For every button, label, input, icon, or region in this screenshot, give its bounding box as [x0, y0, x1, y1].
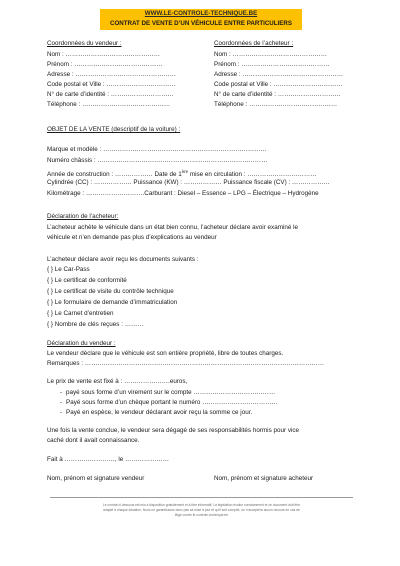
footer-line-2: adapté à chaque situation. Nous ne garantissons donc pas sa mise à jour et qu’il soit complet, on n’acceptera aucun recours en cas de	[103, 508, 300, 513]
place-date-line: Fait à ……………………, le …………………	[47, 456, 170, 463]
price-intro: Le prix de vente est fixé à : ………………….euros,	[47, 378, 188, 385]
document-title: CONTRAT DE VENTE D’UN VÉHICULE ENTRE PARTICULIERS	[110, 20, 292, 27]
documents-intro: L’acheteur déclare avoir reçu les documents suivants :	[47, 256, 199, 263]
document-item-keys[interactable]: { } Nombre de clés reçues : ………	[47, 321, 144, 328]
footer-line-3: litige contre le-controle-technique.be	[174, 513, 229, 518]
buyer-name-field: Nom : ………………………………………	[214, 51, 327, 58]
closing-text-1: Une fois la vente conclue, le vendeur sera dégagé de ses responsabilités hormis pour vice	[47, 427, 300, 434]
price-option-transfer[interactable]	[60, 389, 275, 397]
seller-city-field: Code postal et Ville : ……………………………	[47, 81, 176, 88]
buyer-declaration-text-2: véhicule et n’en demande pas plus d’explications au vendeur	[47, 234, 217, 241]
document-item-registration[interactable]: { } Le formulaire de demande d’immatriculation	[47, 299, 178, 306]
footer-divider	[50, 497, 353, 498]
buyer-declaration-title: Déclaration de l’acheteur:	[47, 213, 119, 220]
price-option-transfer-label: payé sous forme d’un virement sur le compte …………………………………	[66, 389, 276, 396]
seller-id-field: N° de carte d’identité : …………………………	[47, 91, 174, 98]
buyer-firstname-field: Prénom : ……………………………………	[214, 61, 330, 68]
seller-address-field: Adresse : …………………………………………	[47, 71, 177, 78]
price-option-cash[interactable]	[60, 409, 252, 417]
object-mileage-line: Kilométrage : ……………………….Carburant : Diesel – Essence – LPG – Électrique – Hydrogène	[47, 190, 319, 197]
document-header	[100, 9, 302, 30]
document-item-carpass[interactable]: { } Le Car-Pass	[47, 266, 90, 273]
ordinal-superscript: ère	[181, 169, 189, 174]
dash-bullet: -	[60, 389, 63, 396]
buyer-address-field: Adresse : …………………………………………	[214, 71, 344, 78]
seller-firstname-field: Prénom : ……………………………………	[47, 61, 163, 68]
buyer-signature-label: Nom, prénom et signature acheteur	[214, 475, 314, 482]
seller-phone-field: Téléphone : ……………………………………	[47, 101, 171, 108]
seller-block-title: Coordonnées du vendeur :	[47, 40, 122, 47]
dash-bullet: -	[60, 409, 63, 416]
price-option-cash-label: Payé en espèce, le vendeur déclarant avoir reçu la somme ce jour.	[66, 409, 253, 416]
object-power-line: Cylindrée (CC) : ……………… Puissance (KW) : ……………… Puissance fiscale (CV) : ………………	[47, 179, 330, 186]
buyer-id-field: N° de carte d’identité : …………………………	[214, 91, 341, 98]
object-chassis-line: Numéro châssis : ………………………………………………………………………	[47, 157, 268, 164]
buyer-declaration-text-1: L’acheteur achète le véhicule dans un état bien connu, l’acheteur déclare avoir examiné le	[47, 224, 298, 231]
dash-bullet: -	[60, 399, 63, 406]
price-option-cheque-label: Payé sous forme d’un chèque portant le numéro ………………………………	[66, 399, 278, 406]
seller-name-field: Nom : ………………………………………	[47, 51, 160, 58]
document-item-inspection[interactable]: { } Le certificat de visite du contrôle technique	[47, 288, 174, 295]
seller-signature-label: Nom, prénom et signature vendeur	[47, 475, 145, 482]
object-year-line: Année de construction : ……………… Date de 1ère mise en circulation : ……………………………	[47, 169, 317, 179]
object-title: OBJET DE LA VENTE (descriptif de la voiture) :	[47, 126, 181, 133]
document-item-maintenance[interactable]: { } Le Carnet d’entretien	[47, 310, 114, 317]
footer-disclaimer	[50, 503, 353, 519]
remarks-field: Remarques : ……………………………………………………………………………………………………	[47, 360, 325, 367]
site-link[interactable]: WWW.LE-CONTROLE-TECHNIQUE.BE	[144, 10, 258, 17]
document-item-conformity[interactable]: { } Le certificat de conformité	[47, 277, 127, 284]
buyer-block-title: Coordonnées de l’acheteur :	[214, 40, 294, 47]
object-brand-line: Marque et modèle : ……………………………………………………………………	[47, 146, 267, 153]
buyer-city-field: Code postal et Ville : ……………………………	[214, 81, 343, 88]
seller-declaration-title: Déclaration du vendeur :	[47, 340, 116, 347]
seller-declaration-text: Le vendeur déclare que le véhicule est son entière propriété, libre de toutes charges.	[47, 350, 284, 357]
footer-line-1: Le contrat ci-dessous est mis à disposition gratuitement et à titre informatif. La législation évolue constamment et ce document doit être	[102, 503, 301, 507]
price-option-cheque[interactable]	[60, 399, 278, 407]
closing-text-2: caché dont il avait connaissance.	[47, 437, 140, 444]
buyer-phone-field: Téléphone : ……………………………………	[214, 101, 338, 108]
